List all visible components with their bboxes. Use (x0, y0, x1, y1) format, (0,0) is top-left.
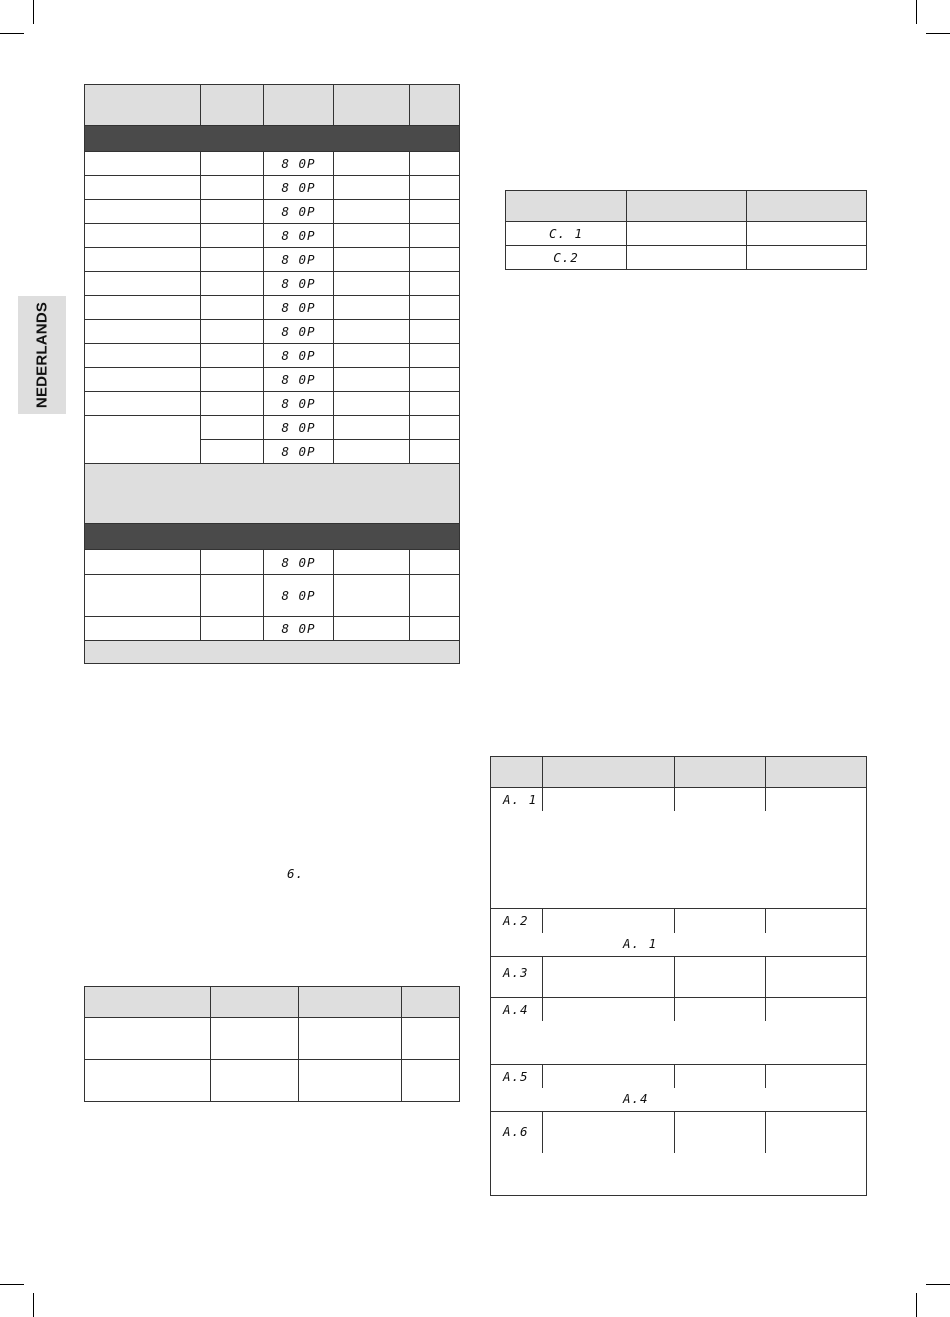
crop-mark (0, 33, 24, 34)
header-cell (410, 85, 460, 126)
table-cell (410, 320, 460, 344)
table-cell (675, 1112, 766, 1153)
display-code: 8 0P (264, 416, 334, 440)
display-code: 8 0P (264, 200, 334, 224)
table-row (85, 224, 460, 248)
display-code: 8 0P (264, 272, 334, 296)
table-cell (334, 176, 410, 200)
table-cell (201, 617, 264, 641)
a-code: A.2 (491, 909, 543, 933)
table-cell (201, 575, 264, 617)
table-row (491, 1088, 867, 1112)
table-cell (410, 152, 460, 176)
table-cell (201, 248, 264, 272)
header-cell (299, 987, 402, 1018)
table-cell (85, 392, 201, 416)
table-cell (85, 152, 201, 176)
header-cell (85, 987, 211, 1018)
table-row (491, 1021, 867, 1065)
header-cell (201, 85, 264, 126)
table-cell (85, 344, 201, 368)
table-row (85, 464, 460, 524)
table-cell (211, 1018, 299, 1060)
table-cell (334, 617, 410, 641)
table-cell (747, 222, 867, 246)
table-cell (85, 416, 201, 464)
table-cell (675, 1065, 766, 1088)
table-cell (334, 575, 410, 617)
table-cell (85, 1060, 211, 1102)
table-cell (766, 788, 867, 811)
header-cell (334, 85, 410, 126)
header-cell (766, 757, 867, 788)
header-cell (402, 987, 460, 1018)
language-tab (18, 296, 66, 414)
table-cell (85, 320, 201, 344)
table-row (85, 320, 460, 344)
table-cell (627, 246, 747, 270)
table-cell (410, 200, 460, 224)
table-row (85, 1060, 460, 1102)
table-cell (85, 550, 201, 575)
table-row (85, 416, 460, 440)
c-code: C.2 (506, 246, 627, 270)
table-cell (543, 788, 675, 811)
table-cell (766, 909, 867, 933)
table-row (85, 641, 460, 664)
table-row (85, 200, 460, 224)
table-cell (201, 550, 264, 575)
crop-mark (916, 1293, 917, 1317)
header-cell (264, 85, 334, 126)
table-cell (85, 272, 201, 296)
header-cell (627, 191, 747, 222)
table-cell (410, 440, 460, 464)
display-code: 8 0P (264, 152, 334, 176)
table-cell (766, 998, 867, 1021)
table-cell (201, 200, 264, 224)
table-row (491, 1153, 867, 1196)
crop-mark (33, 1293, 34, 1317)
table-cell (334, 392, 410, 416)
table-cell (491, 1088, 867, 1112)
table-row (491, 811, 867, 909)
table-cell (334, 248, 410, 272)
table-row (491, 1112, 867, 1153)
crop-mark (33, 0, 34, 24)
display-code: 8 0P (264, 224, 334, 248)
crop-mark (916, 0, 917, 24)
program-table (84, 84, 460, 664)
table-cell (201, 344, 264, 368)
crop-mark (0, 1284, 24, 1285)
display-code: 8 0P (264, 368, 334, 392)
table-cell (201, 272, 264, 296)
table-cell (85, 248, 201, 272)
table-cell (334, 224, 410, 248)
table-cell (410, 617, 460, 641)
table-cell (410, 575, 460, 617)
table-cell (402, 1018, 460, 1060)
table-row (85, 248, 460, 272)
table-row (506, 191, 867, 222)
header-cell (747, 191, 867, 222)
table-cell (299, 1060, 402, 1102)
table-row (85, 272, 460, 296)
section-band (85, 524, 460, 550)
inline-display-symbol: 6. (287, 866, 305, 881)
note-band (85, 641, 460, 664)
table-cell (334, 550, 410, 575)
a-code: A.5 (491, 1065, 543, 1088)
table-cell (334, 368, 410, 392)
table-row (85, 550, 460, 575)
table-cell (85, 176, 201, 200)
table-row (85, 392, 460, 416)
table-cell (410, 176, 460, 200)
language-label: NEDERLANDS (33, 301, 51, 409)
table-cell (201, 176, 264, 200)
table-row (491, 998, 867, 1021)
table-cell (334, 344, 410, 368)
display-code: 8 0P (264, 320, 334, 344)
table-cell (201, 392, 264, 416)
table-cell (334, 416, 410, 440)
table-cell (627, 222, 747, 246)
table-cell (410, 392, 460, 416)
table-row (85, 987, 460, 1018)
table-cell (201, 416, 264, 440)
table-cell (675, 788, 766, 811)
table-row (85, 296, 460, 320)
table-row (491, 909, 867, 933)
table-cell (334, 152, 410, 176)
a-code-reference: A. 1 (623, 935, 658, 951)
c-code-table (505, 190, 867, 270)
table-cell (211, 1060, 299, 1102)
header-cell (85, 85, 201, 126)
table-cell (85, 1018, 211, 1060)
note-band (85, 464, 460, 524)
table-cell (410, 248, 460, 272)
table-cell (334, 272, 410, 296)
a-code: A. 1 (491, 788, 543, 811)
display-code: 8 0P (264, 344, 334, 368)
table-row (491, 1065, 867, 1088)
table-cell (85, 368, 201, 392)
small-table (84, 986, 460, 1102)
table-cell (675, 909, 766, 933)
table-cell (543, 957, 675, 998)
table-cell (201, 440, 264, 464)
table-row (491, 933, 867, 957)
table-cell (747, 246, 867, 270)
table-row (491, 757, 867, 788)
display-code: 8 0P (264, 440, 334, 464)
table-cell (410, 224, 460, 248)
table-cell (410, 296, 460, 320)
crop-mark (926, 33, 950, 34)
table-cell (491, 1021, 867, 1065)
display-code: 8 0P (264, 575, 334, 617)
header-cell (506, 191, 627, 222)
display-code: 8 0P (264, 550, 334, 575)
table-cell (85, 575, 201, 617)
section-band (85, 126, 460, 152)
table-cell (201, 224, 264, 248)
table-cell (201, 368, 264, 392)
table-cell (334, 296, 410, 320)
table-row (85, 152, 460, 176)
header-cell (491, 757, 543, 788)
table-cell (491, 811, 867, 909)
table-cell (410, 272, 460, 296)
header-cell (543, 757, 675, 788)
table-cell (201, 296, 264, 320)
a-code: A.6 (491, 1112, 543, 1153)
c-code: C. 1 (506, 222, 627, 246)
table-row (85, 575, 460, 617)
display-code: 8 0P (264, 296, 334, 320)
a-code: A.4 (491, 998, 543, 1021)
display-code: 8 0P (264, 176, 334, 200)
table-row (85, 524, 460, 550)
table-cell (201, 152, 264, 176)
table-cell (491, 1153, 867, 1196)
header-cell (675, 757, 766, 788)
table-row (85, 1018, 460, 1060)
table-cell (491, 933, 867, 957)
table-row (85, 368, 460, 392)
table-row (85, 344, 460, 368)
table-cell (766, 957, 867, 998)
header-cell (211, 987, 299, 1018)
table-cell (334, 200, 410, 224)
table-cell (675, 957, 766, 998)
table-cell (402, 1060, 460, 1102)
table-cell (201, 320, 264, 344)
table-cell (334, 320, 410, 344)
table-cell (766, 1112, 867, 1153)
table-row (506, 222, 867, 246)
table-row (506, 246, 867, 270)
table-cell (85, 617, 201, 641)
table-cell (410, 344, 460, 368)
table-row (85, 176, 460, 200)
table-cell (543, 1112, 675, 1153)
table-cell (410, 368, 460, 392)
table-row (85, 617, 460, 641)
table-cell (766, 1065, 867, 1088)
table-cell (85, 224, 201, 248)
table-cell (675, 998, 766, 1021)
table-cell (543, 998, 675, 1021)
a-code-table (490, 756, 867, 1196)
table-cell (334, 440, 410, 464)
table-row (491, 788, 867, 811)
display-code: 8 0P (264, 617, 334, 641)
table-cell (299, 1018, 402, 1060)
display-code: 8 0P (264, 392, 334, 416)
table-cell (410, 550, 460, 575)
table-row (85, 126, 460, 152)
a-code: A.3 (491, 957, 543, 998)
table-cell (85, 296, 201, 320)
table-row (491, 957, 867, 998)
table-cell (410, 416, 460, 440)
table-row (85, 85, 460, 126)
table-cell (543, 909, 675, 933)
crop-mark (926, 1284, 950, 1285)
a-code-reference: A.4 (623, 1090, 649, 1106)
table-cell (543, 1065, 675, 1088)
display-code: 8 0P (264, 248, 334, 272)
table-cell (85, 200, 201, 224)
